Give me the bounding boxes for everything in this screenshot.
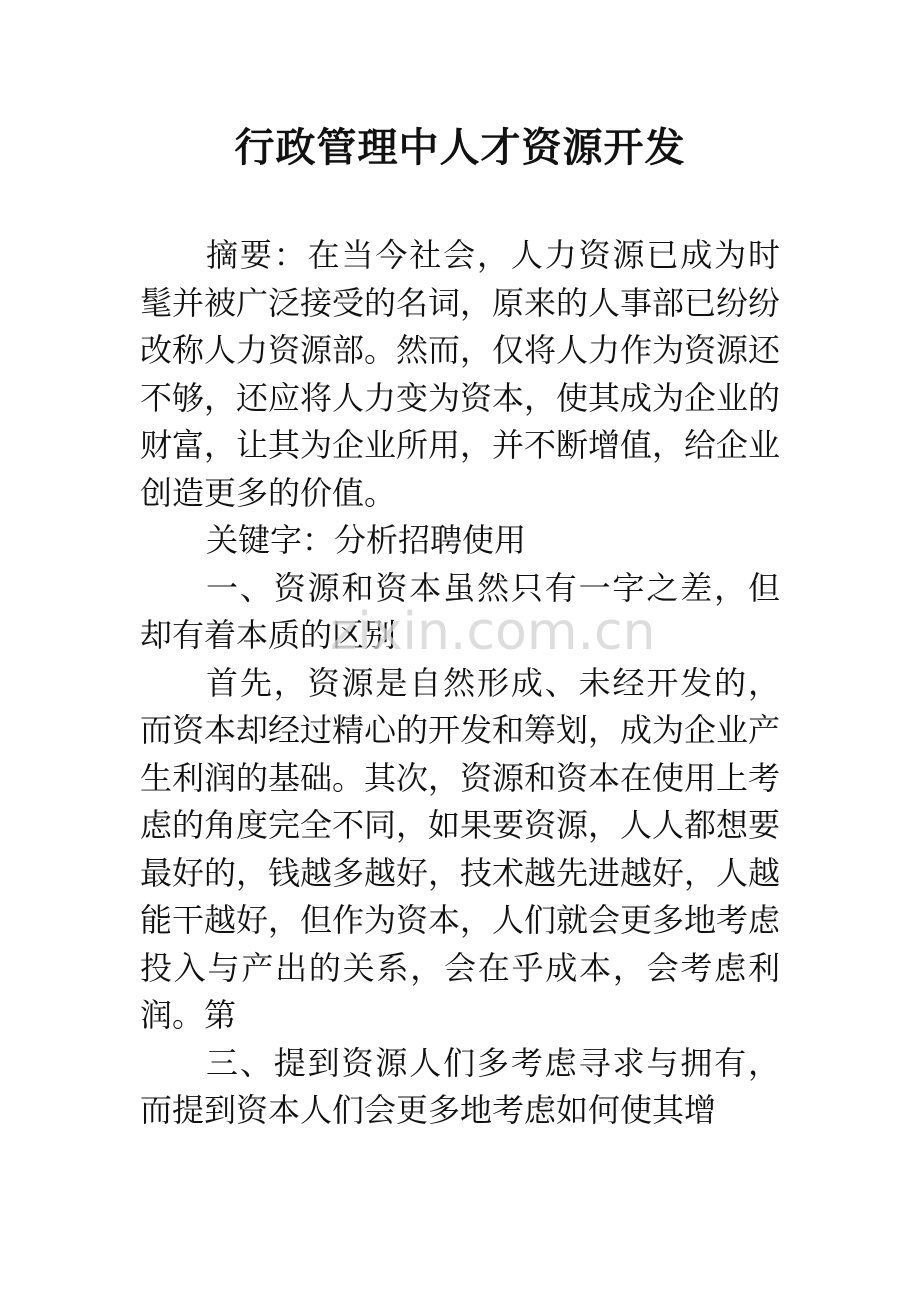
watermark: zixin.com.cn [330,602,656,662]
body-paragraph: 三、提到资源人们多考虑寻求与拥有，而提到资本人们会更多地考虑如何使其增 [140,1043,780,1129]
body-paragraph: 首先，资源是自然形成、未经开发的，而资本却经过精心的开发和筹划，成为企业产生利润的基础。其次，资源和资本在使用上考虑的角度完全不同，如果要资源，人人都想要最好的，钱越多越好，技术越先进越好，人越能干越好，但作为资本，人们就会更多地考虑投入与产出的关系，会在乎成本，会考虑利润。第 [140,663,781,1034]
keywords-paragraph: 关键字：分析招聘使用 [206,521,527,559]
document-body [140,232,780,1135]
section-one-heading: 一、资源和资本虽然只有一字之差，但却有着本质的区别 [140,568,780,654]
document-title: 行政管理中人才资源开发 [234,124,686,171]
abstract-paragraph: 摘要：在当今社会，人力资源已成为时髦并被广泛接受的名词，原来的人事部已纷纷改称人力资源部。然而，仅将人力作为资源还不够，还应将人力变为资本，使其成为企业的财富，让其为企业所用，并不断增值，给企业创造更多的价值。 [140,236,781,512]
